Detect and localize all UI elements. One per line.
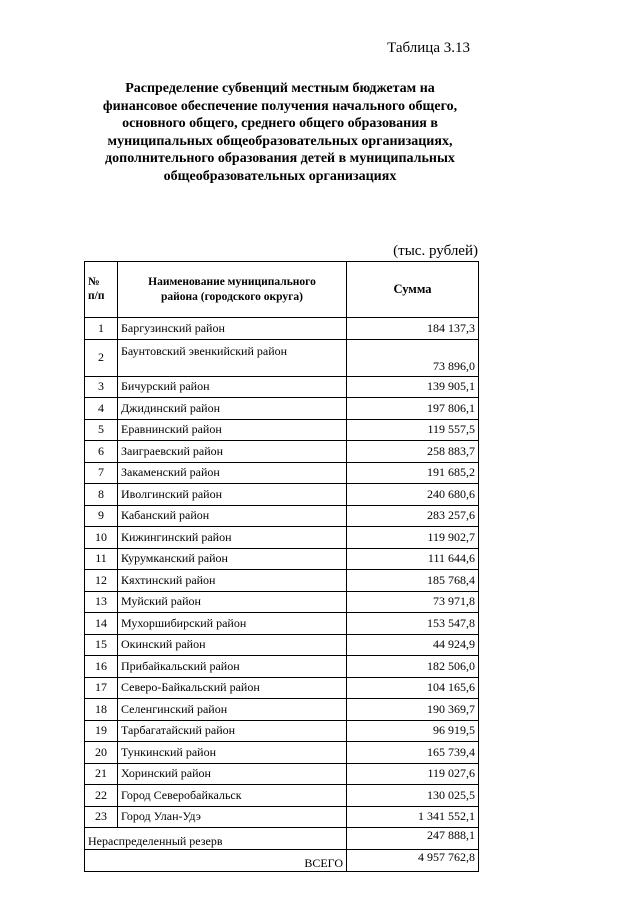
row-sum: 111 644,6 bbox=[347, 548, 479, 570]
row-name: Иволгинский район bbox=[118, 484, 347, 506]
row-sum: 96 919,5 bbox=[347, 720, 479, 742]
row-sum: 1 341 552,1 bbox=[347, 806, 479, 828]
title-line: дополнительного образования детей в муниципальных bbox=[105, 151, 455, 166]
row-name: Тарбагатайский район bbox=[118, 720, 347, 742]
row-sum: 119 557,5 bbox=[347, 419, 479, 441]
row-name: Баргузинский район bbox=[118, 318, 347, 340]
row-name: Баунтовский эвенкийский район bbox=[118, 339, 347, 376]
table-row bbox=[85, 763, 479, 785]
table-row bbox=[85, 699, 479, 721]
row-number: 11 bbox=[85, 548, 118, 570]
row-name: Кижингинский район bbox=[118, 527, 347, 549]
total-sum: 4 957 762,8 bbox=[347, 850, 479, 872]
table-row bbox=[85, 441, 479, 463]
table-row bbox=[85, 806, 479, 828]
table-row bbox=[85, 419, 479, 441]
row-sum: 240 680,6 bbox=[347, 484, 479, 506]
row-name: Селенгинский район bbox=[118, 699, 347, 721]
header-number bbox=[85, 262, 118, 318]
row-number: 23 bbox=[85, 806, 118, 828]
row-name: Город Северобайкальск bbox=[118, 785, 347, 807]
row-name: Джидинский район bbox=[118, 398, 347, 420]
header-name bbox=[118, 262, 347, 318]
row-number: 20 bbox=[85, 742, 118, 764]
row-name: Тункинский район bbox=[118, 742, 347, 764]
reserve-row bbox=[85, 828, 479, 850]
subvention-table bbox=[84, 261, 479, 872]
row-sum: 190 369,7 bbox=[347, 699, 479, 721]
row-name: Кабанский район bbox=[118, 505, 347, 527]
row-name: Закаменский район bbox=[118, 462, 347, 484]
row-name: Город Улан-Удэ bbox=[118, 806, 347, 828]
table-row bbox=[85, 462, 479, 484]
row-number: 9 bbox=[85, 505, 118, 527]
row-sum: 182 506,0 bbox=[347, 656, 479, 678]
row-number: 21 bbox=[85, 763, 118, 785]
title-line: Распределение субвенций местным бюджетам на bbox=[125, 81, 435, 96]
table-row bbox=[85, 376, 479, 398]
header-number-line1: № bbox=[88, 276, 100, 288]
table-row bbox=[85, 742, 479, 764]
table-number: Таблица 3.13 bbox=[387, 40, 470, 56]
row-number: 10 bbox=[85, 527, 118, 549]
header-name-line2: района (городского округа) bbox=[161, 290, 303, 303]
row-number: 7 bbox=[85, 462, 118, 484]
row-number: 3 bbox=[85, 376, 118, 398]
row-sum: 119 902,7 bbox=[347, 527, 479, 549]
document-title bbox=[80, 80, 480, 185]
units-label: (тыс. рублей) bbox=[393, 243, 478, 259]
table-row bbox=[85, 527, 479, 549]
title-line: общеобразовательных организациях bbox=[163, 168, 397, 184]
row-name: Курумканский район bbox=[118, 548, 347, 570]
row-sum: 104 165,6 bbox=[347, 677, 479, 699]
row-number: 6 bbox=[85, 441, 118, 463]
row-number: 1 bbox=[85, 318, 118, 340]
row-name: Прибайкальский район bbox=[118, 656, 347, 678]
row-sum: 44 924,9 bbox=[347, 634, 479, 656]
table-row bbox=[85, 656, 479, 678]
row-sum: 139 905,1 bbox=[347, 376, 479, 398]
title-line: основного общего, среднего общего образования в bbox=[122, 116, 438, 131]
row-sum: 130 025,5 bbox=[347, 785, 479, 807]
table-row bbox=[85, 548, 479, 570]
table-row bbox=[85, 785, 479, 807]
row-number: 14 bbox=[85, 613, 118, 635]
row-name: Еравнинский район bbox=[118, 419, 347, 441]
row-number: 16 bbox=[85, 656, 118, 678]
row-sum: 73 971,8 bbox=[347, 591, 479, 613]
row-sum: 197 806,1 bbox=[347, 398, 479, 420]
row-sum: 153 547,8 bbox=[347, 613, 479, 635]
table-row bbox=[85, 318, 479, 340]
row-number: 5 bbox=[85, 419, 118, 441]
row-sum: 283 257,6 bbox=[347, 505, 479, 527]
row-sum: 191 685,2 bbox=[347, 462, 479, 484]
row-name: Кяхтинский район bbox=[118, 570, 347, 592]
row-name: Муйский район bbox=[118, 591, 347, 613]
row-sum: 73 896,0 bbox=[347, 339, 479, 376]
table-row bbox=[85, 570, 479, 592]
row-number: 13 bbox=[85, 591, 118, 613]
row-number: 4 bbox=[85, 398, 118, 420]
title-line: муниципальных общеобразовательных организациях, bbox=[107, 133, 453, 149]
table-row bbox=[85, 339, 479, 376]
table-row bbox=[85, 613, 479, 635]
row-sum: 258 883,7 bbox=[347, 441, 479, 463]
row-number: 19 bbox=[85, 720, 118, 742]
reserve-label: Нераспределенный резерв bbox=[85, 828, 347, 850]
row-sum: 185 768,4 bbox=[347, 570, 479, 592]
row-sum: 184 137,3 bbox=[347, 318, 479, 340]
table-row bbox=[85, 505, 479, 527]
row-number: 15 bbox=[85, 634, 118, 656]
table-row bbox=[85, 484, 479, 506]
table-row bbox=[85, 720, 479, 742]
row-sum: 165 739,4 bbox=[347, 742, 479, 764]
row-number: 12 bbox=[85, 570, 118, 592]
reserve-sum: 247 888,1 bbox=[347, 828, 479, 850]
row-number: 22 bbox=[85, 785, 118, 807]
row-name: Заиграевский район bbox=[118, 441, 347, 463]
row-name: Мухоршибирский район bbox=[118, 613, 347, 635]
table-row bbox=[85, 591, 479, 613]
row-number: 17 bbox=[85, 677, 118, 699]
table-row bbox=[85, 677, 479, 699]
row-name: Окинский район bbox=[118, 634, 347, 656]
title-line: финансовое обеспечение получения начального общего, bbox=[102, 98, 458, 114]
table-row bbox=[85, 398, 479, 420]
table-row bbox=[85, 634, 479, 656]
header-sum: Сумма bbox=[347, 262, 479, 318]
row-number: 18 bbox=[85, 699, 118, 721]
table-header-row bbox=[85, 262, 479, 318]
row-number: 2 bbox=[85, 339, 118, 376]
total-label: ВСЕГО bbox=[85, 850, 347, 872]
row-name: Хоринский район bbox=[118, 763, 347, 785]
row-name: Северо-Байкальский район bbox=[118, 677, 347, 699]
total-row bbox=[85, 850, 479, 872]
row-sum: 119 027,6 bbox=[347, 763, 479, 785]
row-name: Бичурский район bbox=[118, 376, 347, 398]
header-number-line2: п/п bbox=[88, 290, 105, 302]
row-number: 8 bbox=[85, 484, 118, 506]
header-name-line1: Наименование муниципального bbox=[148, 275, 316, 288]
